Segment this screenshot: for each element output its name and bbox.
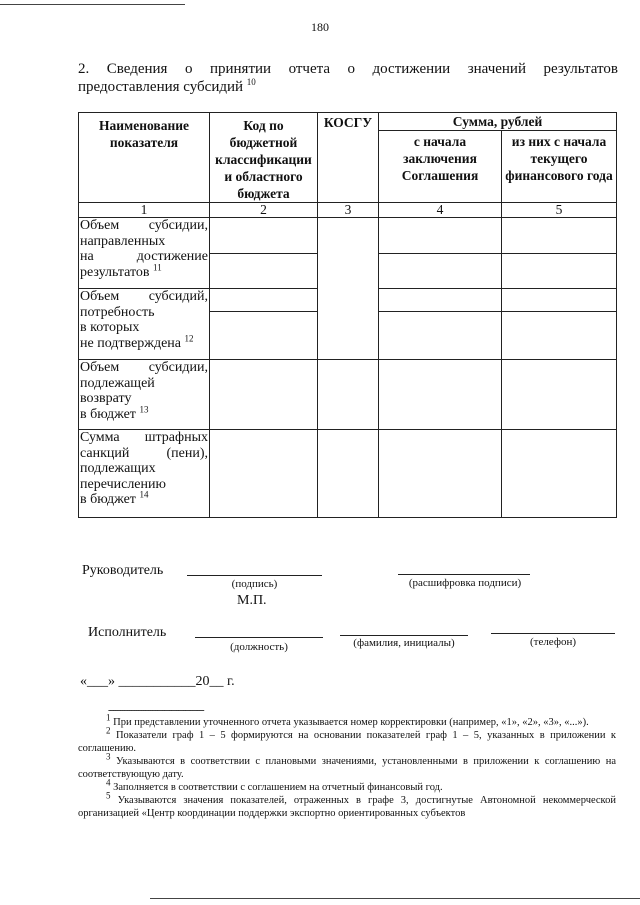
- name-caption: (фамилия, инициалы): [353, 637, 455, 649]
- cell-kosgu[interactable]: [318, 360, 379, 430]
- col-number: 3: [318, 203, 379, 218]
- stamp-label: М.П.: [237, 593, 267, 608]
- header-code: Код по бюджетной классификации и областного бюджета: [210, 113, 318, 203]
- cell-sum-year[interactable]: [502, 218, 617, 289]
- cell-sum-start[interactable]: [379, 218, 502, 289]
- section-heading-line2: [78, 78, 256, 96]
- report-table: [78, 112, 617, 518]
- phone-line[interactable]: [491, 633, 615, 634]
- bottom-rule: [150, 898, 640, 899]
- cell-kosgu[interactable]: [318, 430, 379, 518]
- header-sum-year: из них с начала текущего финансового года: [502, 131, 617, 203]
- table-row: [79, 360, 617, 430]
- cell-code[interactable]: [210, 360, 318, 430]
- footnotes: [78, 712, 617, 820]
- header-name: Наименование показателя: [79, 113, 210, 203]
- footnote: $^5$ Указываются значения показателей, отраженных в графе 3, достигнутые Автономной некоммерческой организацией «Центр координации поддержки экспортно ориентированных субъектов: [78, 790, 616, 819]
- table-row: [79, 218, 617, 289]
- col-number: 1: [79, 203, 210, 218]
- decode-line[interactable]: [398, 574, 530, 575]
- position-line[interactable]: [195, 637, 323, 638]
- row-label: Объем субсидий, потребность в которых не подтверждена $^{12}$: [79, 289, 210, 360]
- footnote: $^2$ Показатели граф 1 – 5 формируются на основании показателей граф 1 – 5, указанных в приложении к соглашению.: [78, 725, 617, 754]
- phone-caption: (телефон): [529, 636, 577, 648]
- head-label: Руководитель: [82, 563, 164, 578]
- cell-sum-start[interactable]: [379, 430, 502, 518]
- date-line[interactable]: «___» ___________20__ г.: [80, 674, 235, 689]
- cell-code[interactable]: [210, 289, 318, 360]
- sign-caption: (подпись): [231, 578, 278, 590]
- header-sum-start: с начала заключения Соглашения: [379, 131, 502, 203]
- footnote: $^4$ Заполняется в соответствии с соглашением на отчетный финансовый год.: [106, 777, 443, 793]
- section-heading-line1: 2. Сведения о принятии отчета о достижении значений результатов: [78, 61, 618, 77]
- header-kosgu: КОСГУ: [318, 113, 379, 203]
- section-heading-text: предоставления субсидий: [78, 79, 244, 95]
- col-number: 5: [502, 203, 617, 218]
- cell-sum-year[interactable]: [502, 430, 617, 518]
- sign-line[interactable]: [187, 575, 322, 576]
- row-label: Объем субсидии, направленных на достижение результатов $^{11}$: [79, 218, 210, 289]
- page-number: 180: [311, 20, 329, 34]
- footnote: $^3$ Указываются в соответствии с плановыми значениями, установленными в приложении к соглашению на соответствующую дату.: [78, 751, 617, 780]
- row-label: Объем субсидии, подлежащей возврату в бюджет $^{13}$: [79, 360, 210, 430]
- footnote-separator: -----------------------------------------: [108, 705, 204, 716]
- cell-sum-year[interactable]: [502, 289, 617, 360]
- top-rule: [0, 4, 185, 5]
- cell-code[interactable]: [210, 218, 318, 289]
- header-sum: Сумма, рублей: [379, 113, 617, 131]
- executor-label: Исполнитель: [88, 625, 167, 640]
- cell-sum-start[interactable]: [379, 360, 502, 430]
- cell-code[interactable]: [210, 430, 318, 518]
- name-line[interactable]: [340, 635, 468, 636]
- cell-sum-year[interactable]: [502, 360, 617, 430]
- cell-kosgu[interactable]: [318, 218, 379, 360]
- col-number: 4: [379, 203, 502, 218]
- table-row: [79, 430, 617, 518]
- col-number: 2: [210, 203, 318, 218]
- row-label: Сумма штрафных санкций (пени), подлежащих перечислению в бюджет $^{14}$: [79, 430, 210, 518]
- footnote: $^1$ При представлении уточненного отчета указывается номер корректировки (например, «1», «2», «3», «...»).: [106, 712, 589, 728]
- heading-footnote-ref: 10: [246, 77, 256, 87]
- decode-caption: (расшифровка подписи): [408, 577, 522, 589]
- cell-sum-start[interactable]: [379, 289, 502, 360]
- position-caption: (должность): [230, 641, 288, 653]
